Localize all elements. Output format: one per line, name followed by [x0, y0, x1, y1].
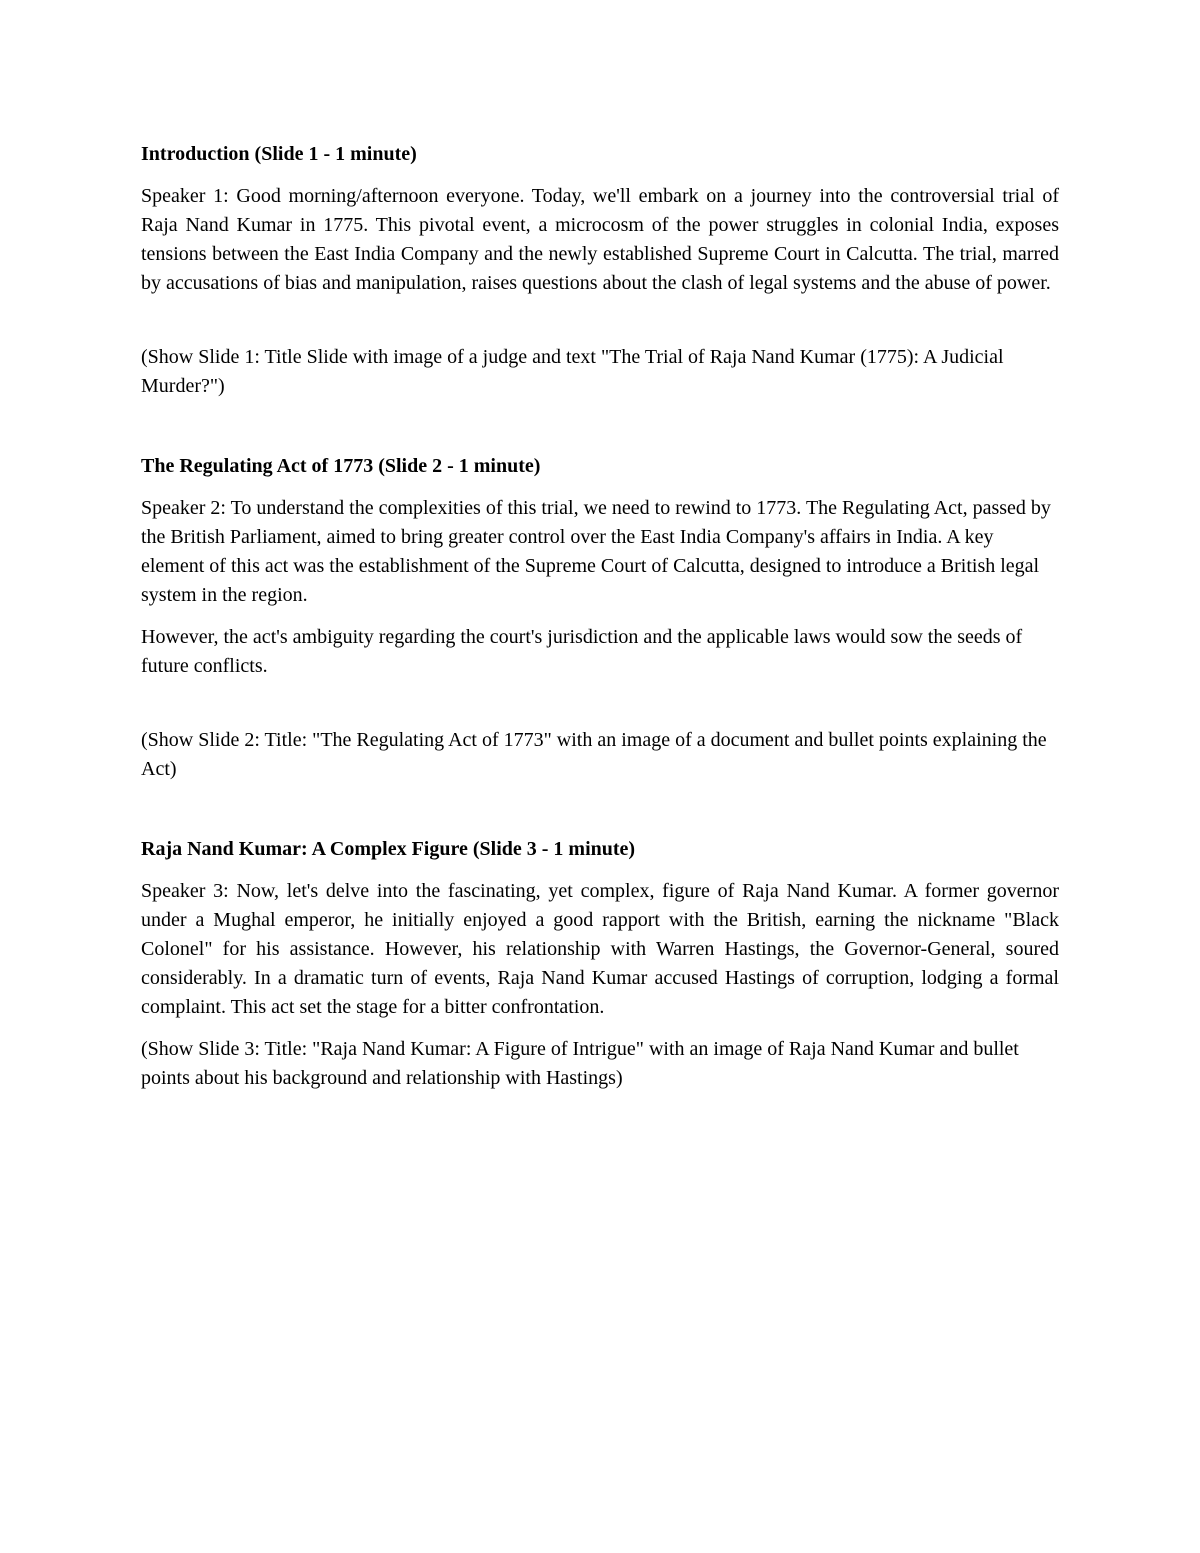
slide-1-note: (Show Slide 1: Title Slide with image of a judge and text "The Trial of Raja Nand Kumar (1775): A Judicial Murder?"): [141, 346, 1004, 397]
speaker-3-paragraph: Speaker 3: Now, let's delve into the fascinating, yet complex, figure of Raja Nand Kumar. A former governor under a Mughal emperor, he initially enjoyed a good rapport with the British, earning the nickname "Black Colonel" for his assistance. However, his relationship with Warren Hastings, the Governor-General, soured considerably. In a dramatic turn of events, Raja Nand Kumar accused Hastings of corruption, lodging a formal complaint. This act set the stage for a bitter confrontation.: [141, 880, 1059, 1018]
document-body: [141, 140, 1059, 1093]
speaker-1-paragraph: Speaker 1: Good morning/afternoon everyone. Today, we'll embark on a journey into the controversial trial of Raja Nand Kumar in 1775. This pivotal event, a microcosm of the power struggles in colonial India, exposes tensions between the East India Company and the newly established Supreme Court in Calcutta. The trial, marred by accusations of bias and manipulation, raises questions about the clash of legal systems and the abuse of power.: [141, 185, 1059, 294]
section-heading-introduction: Introduction (Slide 1 - 1 minute): [141, 143, 417, 165]
speaker-2-paragraph: Speaker 2: To understand the complexities of this trial, we need to rewind to 1773. The Regulating Act, passed by the British Parliament, aimed to bring greater control over the East India Company's affairs in India. A key element of this act was the establishment of the Supreme Court of Calcutta, designed to introduce a British legal system in the region.: [141, 497, 1051, 606]
section-heading-raja-nand-kumar: Raja Nand Kumar: A Complex Figure (Slide 3 - 1 minute): [141, 838, 636, 860]
slide-3-note: (Show Slide 3: Title: "Raja Nand Kumar: A Figure of Intrigue" with an image of Raja Nand Kumar and bullet points about his background and relationship with Hastings): [141, 1038, 1019, 1089]
speaker-2-paragraph-continued: However, the act's ambiguity regarding the court's jurisdiction and the applicable laws would sow the seeds of future conflicts.: [141, 626, 1023, 677]
slide-2-note: (Show Slide 2: Title: "The Regulating Act of 1773" with an image of a document and bullet points explaining the Act): [141, 729, 1047, 780]
section-heading-regulating-act: The Regulating Act of 1773 (Slide 2 - 1 minute): [141, 455, 541, 477]
